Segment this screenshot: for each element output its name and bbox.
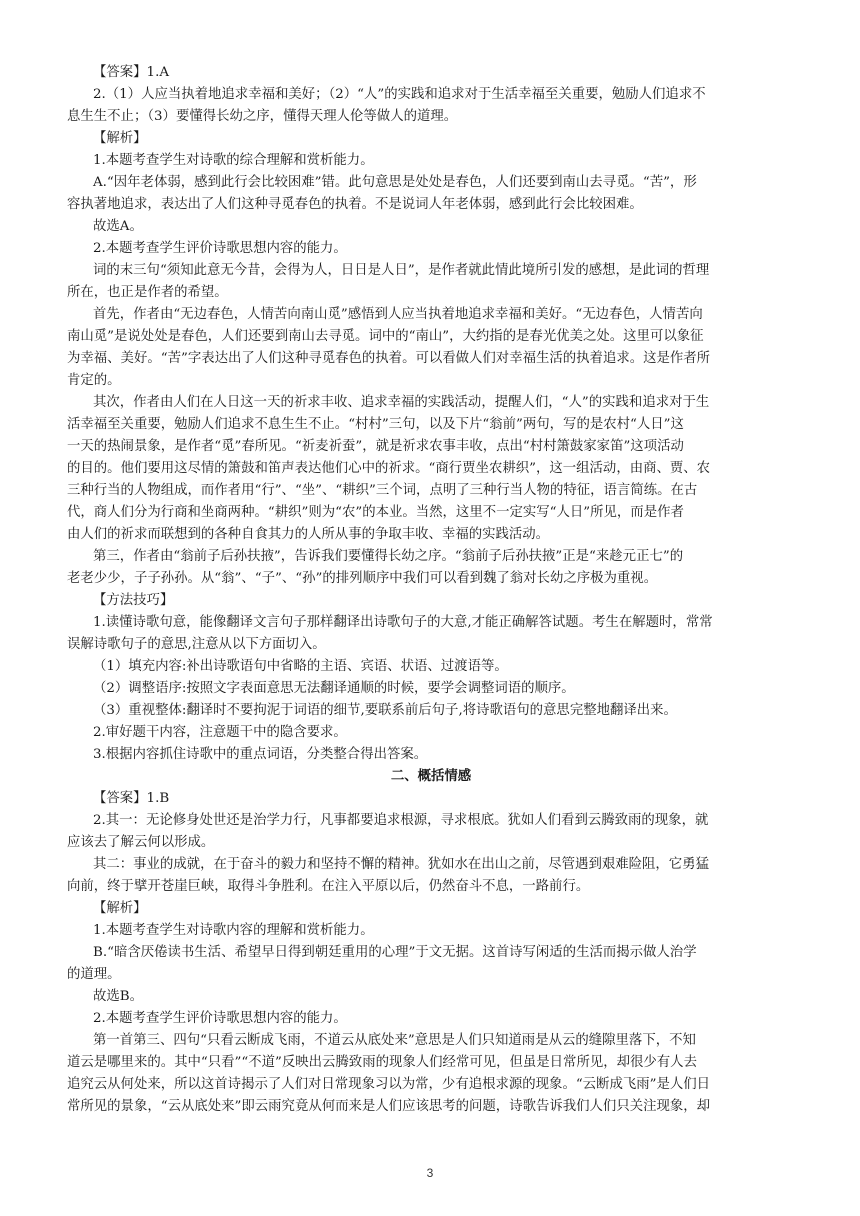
text-line: 一天的热闹景象，是作者“觅”春所见。“祈麦祈蚕”，就是祈求农事丰收，点出“村村箫鼓家家笛”这项活动	[67, 439, 684, 454]
text-line: 南山觅”是说处处是春色，人们还要到南山去寻觅。词中的“南山”，大约指的是春光优美之处。这里可以象征	[67, 329, 704, 344]
text-line: 【解析】	[93, 131, 147, 146]
text-line: 由人们的祈求而联想到的各种自食其力的人所从事的争取丰收、幸福的实践活动。	[67, 527, 550, 542]
text-line: 故选A。	[93, 219, 143, 234]
text-line: 2.审好题干内容，注意题干中的隐含要求。	[93, 725, 347, 740]
text-line: 1.本题考查学生对诗歌的综合理解和赏析能力。	[93, 153, 374, 168]
text-line: 其二：事业的成就，在于奋斗的毅力和坚持不懈的精神。犹如水在出山之前，尽管遇到艰难险阻，它勇猛	[93, 857, 709, 872]
text-line: 第三，作者由“翁前子后孙扶掖”，告诉我们要懂得长幼之序。“翁前子后孙扶掖”正是“来趁元正七”的	[93, 549, 684, 564]
text-line: 向前，终于擘开苍崖巨峡，取得斗争胜利。在注入平原以后，仍然奋斗不息，一路前行。	[67, 879, 590, 894]
text-line: 1.读懂诗歌句意，能像翻译文言句子那样翻译出诗歌句子的大意,才能正确解答试题。考生在解题时，常常	[93, 615, 713, 630]
section-heading: 二、概括情感	[390, 769, 472, 784]
text-line: （2）调整语序:按照文字表面意思无法翻译通顺的时候，要学会调整词语的顺序。	[93, 681, 575, 696]
text-line: 所在，也正是作者的希望。	[67, 285, 228, 300]
text-line: 2.其一：无论修身处世还是治学力行，凡事都要追求根源，寻求根底。犹如人们看到云腾致雨的现象，就	[93, 813, 709, 828]
text-line: 道云是哪里来的。其中“只看”“不道”反映出云腾致雨的现象人们经常可见，但虽是日常所见，却很少有人去	[67, 1055, 697, 1070]
text-line: 为幸福、美好。“苦”字表达出了人们这种寻觅春色的执着。可以看做人们对幸福生活的执着追求。这是作者所	[67, 351, 711, 366]
text-line: 【答案】1.B	[93, 791, 170, 806]
text-line: 代，商人们分为行商和坐商两种。“耕织”则为“农”的本业。当然，这里不一定实写“人日”所见，而是作者	[67, 505, 684, 520]
text-line: 2.（1）人应当执着地追求幸福和美好；（2）“人”的实践和追求对于生活幸福至关重要，勉励人们追求不	[93, 87, 706, 102]
text-line: 常所见的景象，“云从底处来”即云雨究竟从何而来是人们应该思考的问题，诗歌告诉我们人们只关注现象，却	[67, 1099, 711, 1114]
text-line: 1.本题考查学生对诗歌内容的理解和赏析能力。	[93, 923, 374, 938]
text-line: 2.本题考查学生评价诗歌思想内容的能力。	[93, 241, 347, 256]
text-line: 第一首第三、四句“只看云断成飞雨，不道云从底处来”意思是人们只知道雨是从云的缝隙里落下，不知	[93, 1033, 696, 1048]
text-line: 活幸福至关重要，勉励人们追求不息生生不止。“村村”三句，以及下片“翁前”两句，写的是农村“人日”这	[67, 417, 684, 432]
text-line: 三种行当的人物组成，而作者用“行”、“坐”、“耕织”三个词，点明了三种行当人物的特征，语言简练。在古	[67, 483, 698, 498]
text-line: 首先，作者由“无边春色，人情苦向南山觅”感悟到人应当执着地追求幸福和美好。“无边春色，人情苦向	[93, 307, 703, 322]
text-line: 追究云从何处来，所以这首诗揭示了人们对日常现象习以为常，少有追根求源的现象。“云断成飞雨”是人们日	[67, 1077, 711, 1092]
text-line: 故选B。	[93, 989, 144, 1004]
text-line: 应该去了解云何以形成。	[67, 835, 215, 850]
text-line: 词的末三句“须知此意无今昔，会得为人，日日是人日”，是作者就此情此境所引发的感想，是此词的哲理	[93, 263, 710, 278]
document-body	[67, 62, 795, 1118]
text-line: A.“因年老体弱，感到此行会比较困难”错。此句意思是处处是春色，人们还要到南山去寻觅。“苦”，形	[93, 175, 697, 190]
text-line: 老老少少，子子孙孙。从“翁”、“子”、“孙”的排列顺序中我们可以看到魏了翁对长幼之序极为重视。	[67, 571, 658, 586]
page-number: 3	[426, 1166, 434, 1180]
text-line: 息生生不止；（3）要懂得长幼之序，懂得天理人伦等做人的道理。	[67, 109, 458, 124]
text-line: 2.本题考查学生评价诗歌思想内容的能力。	[93, 1011, 347, 1026]
text-line: 【解析】	[93, 901, 147, 916]
text-line: （1）填充内容:补出诗歌语句中省略的主语、宾语、状语、过渡语等。	[93, 659, 508, 674]
text-line: 【答案】1.A	[93, 65, 170, 80]
text-line: 容执著地追求，表达出了人们这种寻觅春色的执着。不是说词人年老体弱，感到此行会比较困难。	[67, 197, 643, 212]
text-line: （3）重视整体:翻译时不要拘泥于词语的细节,要联系前后句子,将诗歌语句的意思完整地翻译出来。	[93, 703, 677, 718]
text-line: 其次，作者由人们在人日这一天的祈求丰收、追求幸福的实践活动，提醒人们，“人”的实践和追求对于生	[93, 395, 710, 410]
text-line: 误解诗歌句子的意思,注意从以下方面切入。	[67, 637, 326, 652]
text-line: B.“暗含厌倦读书生活、希望早日得到朝廷重用的心理”于文无据。这首诗写闲适的生活而揭示做人治学	[93, 945, 697, 960]
text-line: 的目的。他们要用这尽情的箫鼓和笛声表达他们心中的祈求。“商行贾坐农耕织”，这一组活动，由商、贾、农	[67, 461, 711, 476]
text-line: 【方法技巧】	[93, 593, 174, 608]
text-line: 的道理。	[67, 967, 121, 982]
text-line: 3.根据内容抓住诗歌中的重点词语，分类整合得出答案。	[93, 747, 428, 762]
text-line: 肯定的。	[67, 373, 121, 388]
